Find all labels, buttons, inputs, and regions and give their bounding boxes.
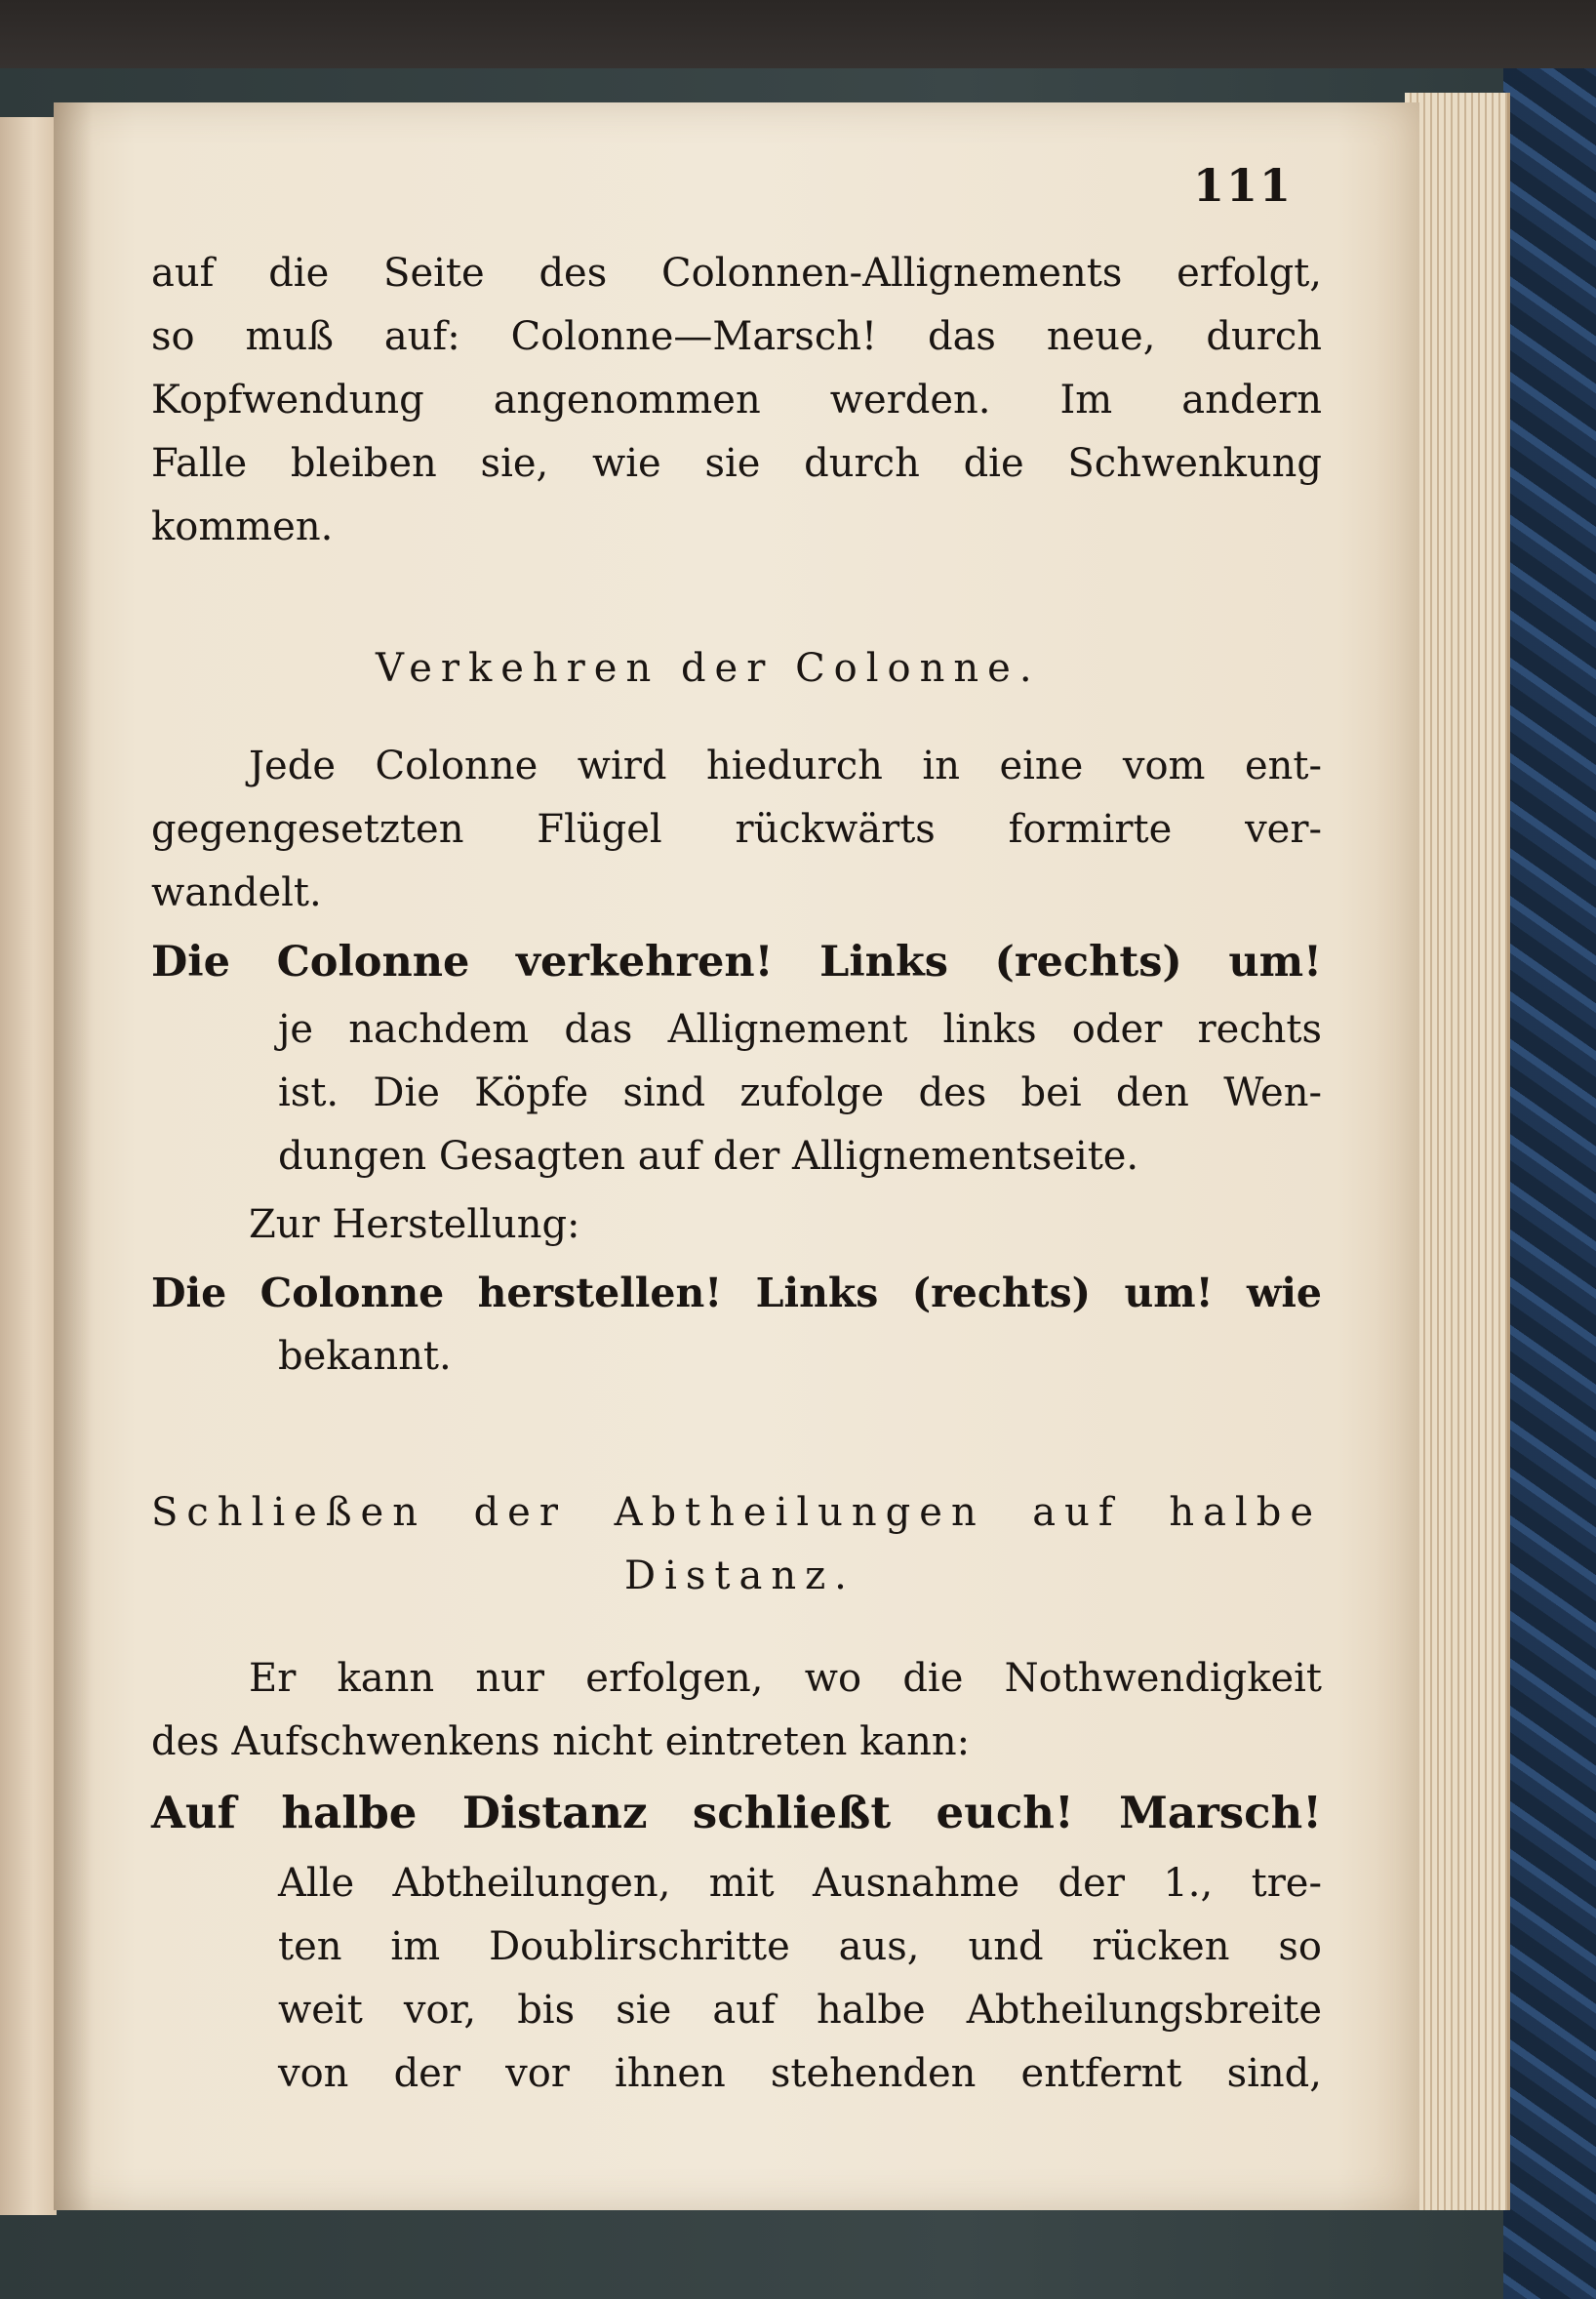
book-page (54, 102, 1419, 2210)
text-line: je nachdem das Allignement links oder rechts (278, 1007, 1322, 1052)
text-line: Er kann nur erfolgen, wo die Nothwendigkeit (249, 1656, 1322, 1701)
text-line: ist. Die Köpfe sind zufolge des bei den Wen- (278, 1070, 1322, 1115)
section-heading: Schließen der Abtheilungen auf halbe (151, 1490, 1322, 1535)
text-line: Alle Abtheilungen, mit Ausnahme der 1., tre- (278, 1861, 1322, 1906)
page-stack-edge (1405, 93, 1510, 2210)
text-line: gegengesetzten Flügel rückwärts formirte ver- (151, 807, 1322, 852)
text-line: Jede Colonne wird hiedurch in eine vom ent- (249, 744, 1322, 788)
text-line: von der vor ihnen stehenden entfernt sind, (278, 2051, 1322, 2096)
command-line: Die Colonne herstellen! Links (rechts) um! wie (151, 1270, 1322, 1316)
section-heading: Verkehren der Colonne. (376, 646, 1041, 691)
text-line: dungen Gesagten auf der Allignementseite. (278, 1134, 1139, 1179)
text-line: bekannt. (278, 1334, 452, 1379)
text-line: so muß auf: Colonne—Marsch! das neue, durch (151, 314, 1322, 359)
gutter-shadow (54, 102, 93, 2210)
marbled-cover-edge (1503, 68, 1596, 2299)
text-line: des Aufschwenkens nicht eintreten kann: (151, 1719, 971, 1764)
text-line: weit vor, bis sie auf halbe Abtheilungsbreite (278, 1988, 1322, 2033)
text-line: Zur Herstellung: (249, 1202, 580, 1247)
command-line: Die Colonne verkehren! Links (rechts) um! (151, 938, 1322, 987)
text-line: ten im Doublirschritte aus, und rücken so (278, 1924, 1322, 1969)
text-line: wandelt. (151, 870, 322, 915)
section-heading: Distanz. (624, 1553, 856, 1598)
page-text (54, 102, 1419, 2210)
text-line: kommen. (151, 504, 334, 549)
command-line: Auf halbe Distanz schließt euch! Marsch! (151, 1787, 1322, 1838)
previous-page-edge (0, 117, 57, 2215)
text-line: Kopfwendung angenommen werden. Im andern (151, 378, 1322, 423)
text-line: Falle bleiben sie, wie sie durch die Schwenkung (151, 441, 1322, 486)
text-line: auf die Seite des Colonnen-Allignements erfolgt, (151, 251, 1322, 296)
page-number: 111 (1192, 159, 1293, 212)
